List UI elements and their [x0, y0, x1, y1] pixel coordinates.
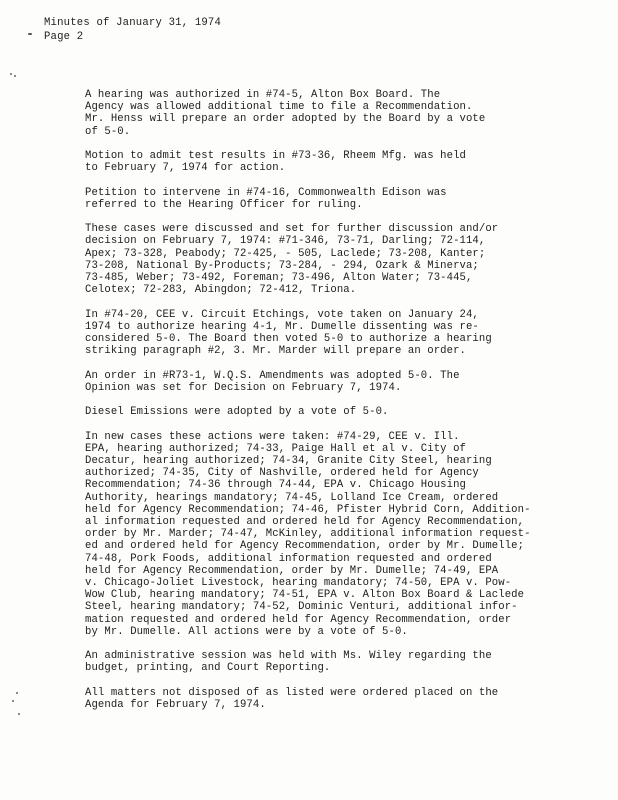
scan-speck — [10, 73, 12, 75]
text-line: Celotex; 72-283, Abingdon; 72-412, Triona. — [85, 284, 357, 297]
text-line: All matters not disposed of as listed were ordered placed on the — [85, 686, 499, 699]
minutes-paragraph — [85, 187, 565, 211]
minutes-body — [85, 89, 565, 723]
text-line: by Mr. Dumelle. All actions were by a vote of 5-0. — [85, 625, 408, 638]
minutes-paragraph — [85, 150, 565, 174]
text-line: A hearing was authorized in #74-5, Alton Box Board. The — [85, 89, 441, 101]
minutes-date-line: Minutes of January 31, 1974 — [44, 17, 222, 29]
text-line: mation requested and ordered held for Agency Recommendation, order — [85, 613, 512, 626]
text-line: Opinion was set for Decision on February 7, 1974. — [85, 381, 402, 394]
minutes-paragraph — [85, 687, 565, 711]
page-number-line: Page 2 — [44, 31, 84, 43]
scan-speck — [12, 700, 14, 702]
text-line: decision on February 7, 1974: #71-346, 73-71, Darling; 72-114, — [85, 235, 486, 248]
text-line: held for Agency Recommendation; 74-46, Pfister Hybrid Corn, Addition- — [85, 503, 531, 516]
text-line: budget, printing, and Court Reporting. — [85, 662, 331, 675]
text-line: striking paragraph #2, 3. Mr. Marder will prepare an order. — [85, 345, 466, 358]
scan-speck — [16, 692, 18, 694]
scan-speck — [14, 75, 16, 77]
text-line: considered 5-0. The Board then voted 5-0 to authorize a hearing — [85, 333, 492, 345]
text-line: to February 7, 1974 for action. — [85, 162, 286, 175]
text-line: Decatur, hearing authorized; 74-34, Granite City Steel, hearing — [85, 454, 492, 467]
text-line: order by Mr. Marder; 74-47, McKinley, additional information request- — [85, 528, 531, 541]
minutes-paragraph — [85, 370, 565, 394]
text-line: Agenda for February 7, 1974. — [85, 699, 266, 712]
text-line: ed and ordered held for Agency Recommendation, order by Mr. Dumelle; — [85, 540, 525, 553]
text-line: Steel, hearing mandatory; 74-52, Dominic Venturi, additional infor- — [85, 601, 518, 614]
text-line: Apex; 73-328, Peabody; 72-425, - 505, Laclede; 73-208, Kanter; — [85, 247, 486, 260]
text-line: An administrative session was held with Ms. Wiley regarding the — [85, 650, 492, 663]
minutes-paragraph — [85, 406, 565, 418]
scan-speck — [18, 713, 20, 715]
text-line: 73-208, National By-Products; 73-284, - 294, Ozark & Minerva; — [85, 259, 479, 272]
minutes-paragraph — [85, 223, 565, 296]
text-line: Mr. Henss will prepare an order adopted by the Board by a vote — [85, 113, 486, 126]
text-line: Authority, hearings mandatory; 74-45, Lolland Ice Cream, ordered — [85, 491, 499, 504]
scan-mark — [28, 33, 32, 35]
page-header — [44, 16, 221, 44]
text-line: Diesel Emissions were adopted by a vote of 5-0. — [85, 406, 389, 419]
text-line: v. Chicago-Joliet Livestock, hearing mandatory; 74-50, EPA v. Pow- — [85, 577, 512, 590]
minutes-paragraph — [85, 89, 565, 138]
text-line: 74-48, Pork Foods, additional information requested and ordered — [85, 552, 492, 565]
text-line: EPA, hearing authorized; 74-33, Paige Hall et al v. City of — [85, 442, 466, 455]
text-line: Recommendation; 74-36 through 74-44, EPA v. Chicago Housing — [85, 479, 466, 492]
text-line: In #74-20, CEE v. Circuit Etchings, vote taken on January 24, — [85, 308, 479, 321]
text-line: al information requested and ordered held for Agency Recommendation, — [85, 516, 525, 528]
text-line: Petition to intervene in #74-16, Commonwealth Edison was — [85, 186, 447, 199]
text-line: In new cases these actions were taken: #74-29, CEE v. Ill. — [85, 430, 460, 443]
text-line: held for Agency Recommendation, order by Mr. Dumelle; 74-49, EPA — [85, 564, 499, 577]
text-line: Motion to admit test results in #73-36, Rheem Mfg. was held — [85, 150, 466, 162]
minutes-paragraph — [85, 431, 565, 638]
text-line: authorized; 74-35, City of Nashville, ordered held for Agency — [85, 467, 479, 480]
text-line: referred to the Hearing Officer for ruling. — [85, 198, 363, 211]
minutes-paragraph — [85, 309, 565, 358]
text-line: of 5-0. — [85, 125, 131, 138]
text-line: 1974 to authorize hearing 4-1, Mr. Dumelle dissenting was re- — [85, 320, 479, 333]
minutes-paragraph — [85, 650, 565, 674]
text-line: These cases were discussed and set for further discussion and/or — [85, 223, 499, 236]
text-line: Wow Club, hearing mandatory; 74-51, EPA v. Alton Box Board & Laclede — [85, 589, 525, 602]
text-line: An order in #R73-1, W.Q.S. Amendments was adopted 5-0. The — [85, 369, 460, 382]
text-line: Agency was allowed additional time to file a Recommendation. — [85, 101, 473, 114]
text-line: 73-485, Weber; 73-492, Foreman; 73-496, Alton Water; 73-445, — [85, 272, 473, 284]
